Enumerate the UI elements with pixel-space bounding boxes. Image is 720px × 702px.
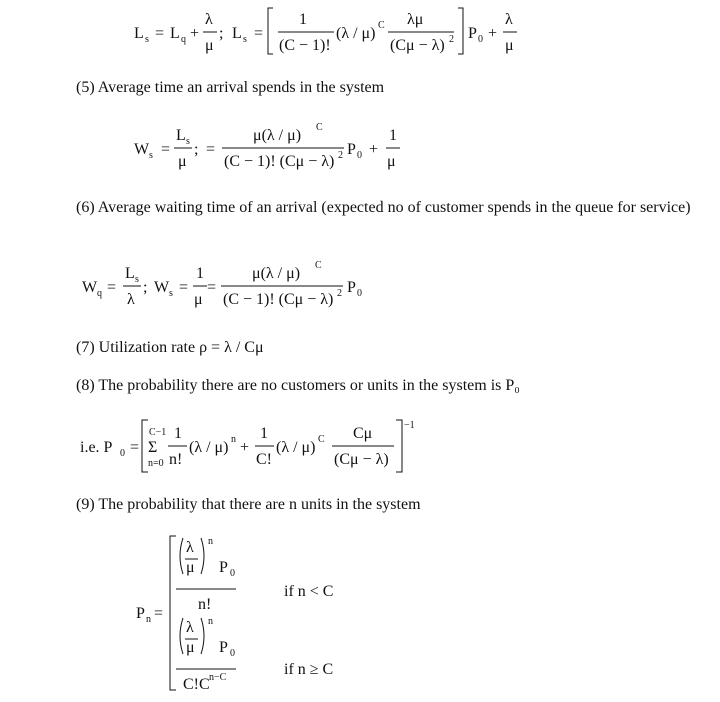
svg-text:n!: n! bbox=[198, 596, 212, 613]
item-9-text: (9) The probability that there are n units in the system bbox=[76, 496, 421, 513]
item-5-text: (5) Average time an arrival spends in the system bbox=[76, 79, 385, 96]
svg-text:i.e. P: i.e. P bbox=[80, 439, 113, 456]
svg-text:;: ; bbox=[219, 25, 224, 42]
svg-text:;: ; bbox=[143, 279, 148, 296]
svg-text:n: n bbox=[146, 614, 151, 625]
svg-text:+: + bbox=[488, 25, 498, 42]
svg-text:Cμ: Cμ bbox=[353, 425, 373, 442]
svg-text:1: 1 bbox=[299, 11, 307, 28]
svg-text:C: C bbox=[318, 434, 325, 445]
svg-text:=: = bbox=[161, 141, 171, 158]
svg-text:C: C bbox=[316, 122, 323, 133]
svg-text:;: ; bbox=[194, 141, 199, 158]
paren-left bbox=[180, 618, 183, 654]
svg-text:μ: μ bbox=[205, 37, 214, 54]
svg-text:q: q bbox=[97, 288, 102, 299]
svg-text:+: + bbox=[190, 25, 200, 42]
svg-text:μ: μ bbox=[186, 639, 195, 656]
svg-text:s: s bbox=[169, 288, 173, 299]
svg-text:W: W bbox=[154, 279, 170, 296]
svg-text:(λ / μ): (λ / μ) bbox=[336, 25, 376, 42]
svg-text:(C − 1)! (Cμ − λ): (C − 1)! (Cμ − λ) bbox=[224, 153, 335, 170]
svg-text:C: C bbox=[315, 260, 322, 271]
svg-text:−1: −1 bbox=[404, 420, 415, 431]
svg-text:L: L bbox=[125, 265, 135, 282]
item-6-text: (6) Average waiting time of an arrival (expected no of customer spends in the queue for service) bbox=[76, 199, 691, 216]
svg-text:Σ: Σ bbox=[148, 439, 158, 456]
svg-text:+: + bbox=[240, 439, 250, 456]
svg-text:0: 0 bbox=[230, 568, 235, 579]
svg-text:+: + bbox=[369, 141, 379, 158]
equation-p0 bbox=[76, 418, 426, 478]
right-bracket bbox=[396, 420, 402, 472]
paren-right bbox=[201, 618, 204, 654]
svg-text:1: 1 bbox=[389, 127, 397, 144]
svg-text:=: = bbox=[179, 279, 189, 296]
item-8-text: (8) The probability there are no customers or units in the system is P₀ bbox=[76, 377, 520, 394]
svg-text:=: = bbox=[207, 279, 217, 296]
svg-text:(λ / μ): (λ / μ) bbox=[189, 439, 229, 456]
svg-text:P: P bbox=[219, 559, 228, 576]
eq-ls-lhs: L bbox=[134, 25, 144, 42]
svg-text:C: C bbox=[378, 20, 385, 31]
svg-text:μ: μ bbox=[194, 291, 203, 308]
svg-text:0: 0 bbox=[478, 34, 483, 45]
svg-text:(Cμ − λ): (Cμ − λ) bbox=[390, 37, 445, 54]
svg-text:P: P bbox=[468, 25, 477, 42]
equation-wq bbox=[76, 258, 376, 314]
svg-text:L: L bbox=[170, 25, 180, 42]
svg-text:n!: n! bbox=[169, 451, 183, 468]
svg-text:C!: C! bbox=[256, 451, 272, 468]
paren-right bbox=[201, 538, 204, 574]
svg-text:2: 2 bbox=[449, 34, 454, 45]
equation-ws bbox=[128, 118, 418, 176]
svg-text:1: 1 bbox=[260, 425, 268, 442]
svg-text:μ(λ / μ): μ(λ / μ) bbox=[252, 265, 301, 282]
svg-text:C!C: C!C bbox=[183, 676, 210, 693]
svg-text:λ: λ bbox=[186, 539, 194, 556]
svg-text:=: = bbox=[254, 25, 264, 42]
svg-text:s: s bbox=[243, 34, 247, 45]
svg-text:C−1: C−1 bbox=[149, 427, 167, 438]
svg-text:W: W bbox=[82, 279, 98, 296]
svg-text:s: s bbox=[135, 274, 139, 285]
left-bracket bbox=[268, 8, 273, 54]
svg-text:μ: μ bbox=[387, 153, 396, 170]
svg-text:=: = bbox=[206, 141, 216, 158]
svg-text:=: = bbox=[130, 439, 140, 456]
right-bracket bbox=[458, 8, 463, 54]
svg-text:0: 0 bbox=[357, 150, 362, 161]
svg-text:=: = bbox=[154, 605, 164, 622]
paren-left bbox=[180, 538, 183, 574]
svg-text:L: L bbox=[232, 25, 242, 42]
svg-text:λ: λ bbox=[186, 619, 194, 636]
left-bracket bbox=[170, 536, 176, 690]
svg-text:μ: μ bbox=[178, 153, 187, 170]
svg-text:λ: λ bbox=[205, 11, 213, 28]
svg-text:s: s bbox=[149, 150, 153, 161]
svg-text:if n ≥ C: if n ≥ C bbox=[284, 661, 334, 678]
svg-text:1: 1 bbox=[174, 425, 182, 442]
svg-text:n−C: n−C bbox=[209, 672, 227, 683]
svg-text:λ: λ bbox=[127, 291, 135, 308]
svg-text:0: 0 bbox=[120, 448, 125, 459]
svg-text:P: P bbox=[219, 639, 228, 656]
svg-text:0: 0 bbox=[230, 648, 235, 659]
svg-text:=: = bbox=[107, 279, 117, 296]
svg-text:(C − 1)!: (C − 1)! bbox=[279, 37, 331, 54]
svg-text:(C − 1)! (Cμ − λ): (C − 1)! (Cμ − λ) bbox=[223, 291, 334, 308]
svg-text:P: P bbox=[347, 141, 356, 158]
svg-text:n=0: n=0 bbox=[148, 458, 164, 469]
svg-text:0: 0 bbox=[357, 288, 362, 299]
svg-text:s: s bbox=[145, 34, 149, 45]
svg-text:=: = bbox=[155, 25, 165, 42]
svg-text:2: 2 bbox=[338, 150, 343, 161]
svg-text:n: n bbox=[208, 616, 213, 627]
svg-text:n: n bbox=[231, 434, 236, 445]
svg-text:P: P bbox=[136, 605, 145, 622]
svg-text:q: q bbox=[181, 34, 186, 45]
svg-text:W: W bbox=[134, 141, 150, 158]
svg-text:s: s bbox=[186, 136, 190, 147]
svg-text:L: L bbox=[176, 127, 186, 144]
svg-text:(λ / μ): (λ / μ) bbox=[276, 439, 316, 456]
svg-text:P: P bbox=[347, 279, 356, 296]
svg-text:λ: λ bbox=[505, 11, 513, 28]
svg-text:μ: μ bbox=[186, 559, 195, 576]
svg-text:μ(λ / μ): μ(λ / μ) bbox=[253, 127, 302, 144]
equation-pn bbox=[132, 532, 372, 694]
equation-ls bbox=[128, 4, 538, 60]
svg-text:2: 2 bbox=[337, 288, 342, 299]
svg-text:n: n bbox=[208, 536, 213, 547]
svg-text:if n < C: if n < C bbox=[284, 583, 334, 600]
svg-text:(Cμ − λ): (Cμ − λ) bbox=[334, 451, 389, 468]
item-7-text: (7) Utilization rate ρ = λ / Cμ bbox=[76, 339, 264, 356]
svg-text:1: 1 bbox=[196, 265, 204, 282]
svg-text:λμ: λμ bbox=[407, 11, 424, 28]
svg-text:μ: μ bbox=[505, 37, 514, 54]
